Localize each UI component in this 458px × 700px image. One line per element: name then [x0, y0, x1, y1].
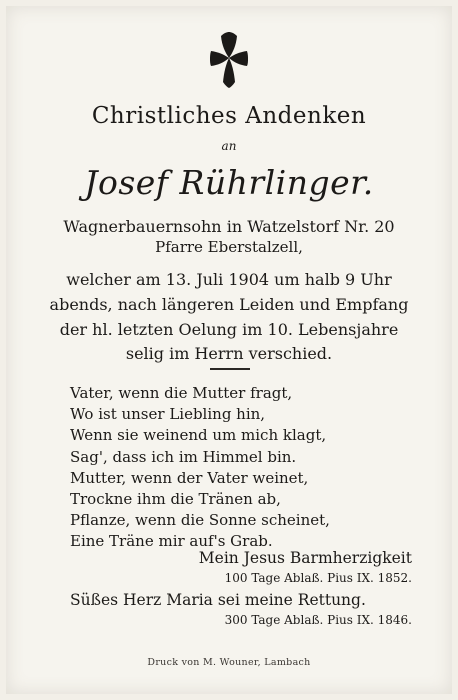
printer-credit: Druck von M. Wouner, Lambach [147, 657, 311, 668]
poem-line: Eine Träne mir auf's Grab. [70, 532, 273, 551]
text-line: welcher am 13. Juli 1904 um halb 9 Uhr [66, 270, 392, 289]
occupation-line: Wagnerbauernsohn in Watzelstorf Nr. 20 [63, 217, 395, 236]
poem [70, 383, 330, 553]
poem-line: Sag', dass ich im Himmel bin. [70, 447, 297, 466]
poem-line: Wo ist unser Liebling hin, [70, 405, 266, 424]
poem-line: Wenn sie weinend um mich klagt, [70, 426, 327, 445]
text-line: selig im Herrn verschied. [125, 344, 333, 363]
divider [210, 368, 250, 370]
poem-line: Pflanze, wenn die Sonne scheinet, [70, 511, 330, 530]
parish-line: Pfarre Eberstalzell, [155, 238, 303, 256]
poem-line: Vater, wenn die Mutter fragt, [70, 384, 293, 402]
cross-patee-icon [209, 30, 249, 90]
poem-line: Mutter, wenn der Vater weinet, [70, 468, 309, 487]
text-line: der hl. letzten Oelung im 10. Lebensjahre [59, 320, 399, 339]
heart-prayer: Süßes Herz Maria sei meine Rettung. [70, 591, 366, 609]
card-title: Christliches Andenken [91, 103, 367, 129]
poem-line: Trockne ihm die Tränen ab, [70, 490, 281, 509]
deceased-name: Josef Rührlinger. [84, 163, 374, 202]
jesus-prayer: Mein Jesus Barmherzigkeit [198, 549, 412, 567]
jesus-indulgence: 100 Tage Ablaß. Pius IX. 1852. [224, 571, 412, 585]
heart-indulgence: 300 Tage Ablaß. Pius IX. 1846. [224, 613, 412, 627]
dedication-word: an [221, 139, 237, 153]
text-line: abends, nach längeren Leiden und Empfang [49, 295, 409, 314]
